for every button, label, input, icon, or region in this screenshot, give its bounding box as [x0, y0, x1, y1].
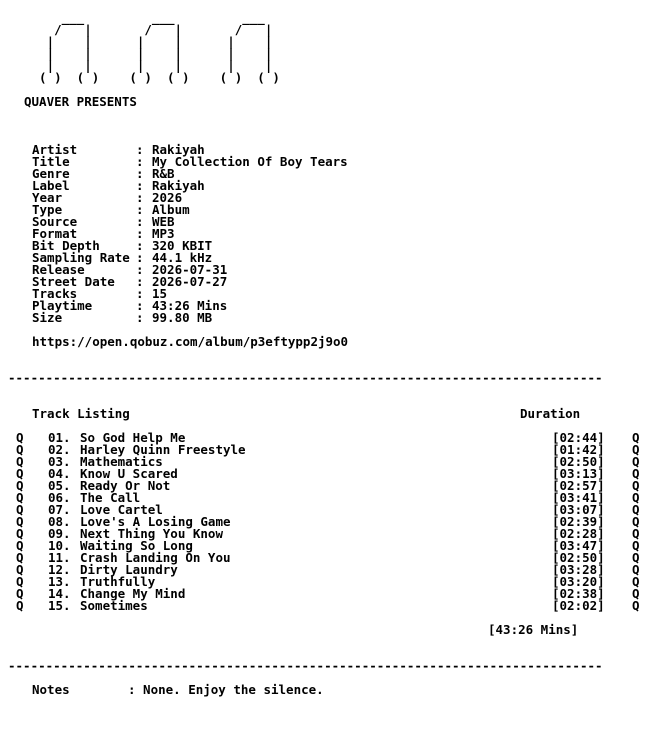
track-marker-left: Q — [16, 526, 24, 541]
info-separator: : — [136, 142, 144, 157]
info-key: Size — [32, 310, 63, 325]
track-marker-right: Q — [632, 442, 640, 457]
ascii-art-line: ___ ___ ___ — [24, 10, 265, 25]
info-separator: : — [136, 226, 144, 241]
info-separator: : — [136, 298, 144, 313]
info-key: Format — [32, 226, 78, 241]
info-value: 2026-07-27 — [152, 274, 228, 289]
track-marker-right: Q — [632, 586, 640, 601]
info-key: Year — [32, 190, 63, 205]
track-number: 01. — [48, 430, 71, 445]
total-duration: [43:26 Mins] — [488, 622, 579, 637]
track-title: Next Thing You Know — [80, 526, 223, 541]
ascii-art-line: / | / | / | — [24, 22, 273, 37]
track-number: 02. — [48, 442, 71, 457]
track-title: The Call — [80, 490, 141, 505]
track-marker-left: Q — [16, 514, 24, 529]
track-number: 15. — [48, 598, 71, 613]
info-value: 99.80 MB — [152, 310, 213, 325]
track-marker-right: Q — [632, 490, 640, 505]
info-value: My Collection Of Boy Tears — [152, 154, 348, 169]
info-separator: : — [136, 190, 144, 205]
track-marker-left: Q — [16, 430, 24, 445]
track-duration: [02:38] — [552, 586, 605, 601]
track-marker-right: Q — [632, 538, 640, 553]
track-marker-left: Q — [16, 538, 24, 553]
track-duration: [03:41] — [552, 490, 605, 505]
track-marker-left: Q — [16, 490, 24, 505]
ascii-art-line: | | | | | | — [24, 58, 273, 73]
info-separator: : — [136, 202, 144, 217]
track-title: Dirty Laundry — [80, 562, 178, 577]
track-duration: [03:13] — [552, 466, 605, 481]
track-marker-right: Q — [632, 574, 640, 589]
info-separator: : — [136, 214, 144, 229]
track-title: Change My Mind — [80, 586, 186, 601]
info-key: Label — [32, 178, 70, 193]
track-duration: [03:20] — [552, 574, 605, 589]
track-marker-right: Q — [632, 562, 640, 577]
track-marker-right: Q — [632, 454, 640, 469]
info-key: Title — [32, 154, 70, 169]
track-marker-left: Q — [16, 454, 24, 469]
track-number: 09. — [48, 526, 71, 541]
track-marker-left: Q — [16, 562, 24, 577]
track-number: 10. — [48, 538, 71, 553]
track-title: Truthfully — [80, 574, 156, 589]
info-separator: : — [136, 166, 144, 181]
track-number: 04. — [48, 466, 71, 481]
track-marker-right: Q — [632, 526, 640, 541]
info-value: 2026-07-31 — [152, 262, 228, 277]
track-number: 11. — [48, 550, 71, 565]
track-number: 07. — [48, 502, 71, 517]
album-url: https://open.qobuz.com/album/p3eftypp2j9o0 — [32, 334, 349, 349]
info-key: Sampling Rate — [32, 250, 130, 265]
info-key: Release — [32, 262, 85, 277]
info-value: Rakiyah — [152, 142, 205, 157]
info-key: Artist — [32, 142, 78, 157]
info-key: Street Date — [32, 274, 115, 289]
info-key: Type — [32, 202, 63, 217]
track-title: Crash Landing On You — [80, 550, 231, 565]
track-marker-left: Q — [16, 550, 24, 565]
divider-top: ------------------------------------------------------------------------------- — [8, 370, 603, 385]
info-value: Album — [152, 202, 190, 217]
track-marker-left: Q — [16, 598, 24, 613]
track-number: 13. — [48, 574, 71, 589]
track-duration: [02:28] — [552, 526, 605, 541]
ascii-art-line: ( ) ( ) ( ) ( ) ( ) ( ) — [24, 70, 280, 85]
track-duration: [01:42] — [552, 442, 605, 457]
info-key: Tracks — [32, 286, 78, 301]
track-number: 06. — [48, 490, 71, 505]
info-value: 43:26 Mins — [152, 298, 228, 313]
info-key: Genre — [32, 166, 70, 181]
track-duration: [03:07] — [552, 502, 605, 517]
track-title: Love's A Losing Game — [80, 514, 231, 529]
track-title: Mathematics — [80, 454, 163, 469]
track-marker-left: Q — [16, 478, 24, 493]
info-value: 2026 — [152, 190, 183, 205]
info-key: Source — [32, 214, 78, 229]
ascii-art-line: | | | | | | — [24, 46, 273, 61]
track-title: So God Help Me — [80, 430, 186, 445]
track-duration: [02:50] — [552, 550, 605, 565]
track-marker-right: Q — [632, 430, 640, 445]
info-value: Rakiyah — [152, 178, 205, 193]
track-marker-left: Q — [16, 442, 24, 457]
info-value: 320 KBIT — [152, 238, 213, 253]
track-marker-left: Q — [16, 586, 24, 601]
track-title: Love Cartel — [80, 502, 163, 517]
track-duration: [02:02] — [552, 598, 605, 613]
track-duration: [02:57] — [552, 478, 605, 493]
track-number: 12. — [48, 562, 71, 577]
info-separator: : — [136, 262, 144, 277]
track-duration: [02:39] — [552, 514, 605, 529]
track-marker-right: Q — [632, 550, 640, 565]
info-key: Playtime — [32, 298, 93, 313]
track-duration: [03:47] — [552, 538, 605, 553]
track-title: Know U Scared — [80, 466, 178, 481]
info-separator: : — [136, 238, 144, 253]
info-separator: : — [136, 250, 144, 265]
divider-bottom: ------------------------------------------------------------------------------- — [8, 658, 603, 673]
track-marker-right: Q — [632, 598, 640, 613]
track-number: 08. — [48, 514, 71, 529]
track-duration: [02:44] — [552, 430, 605, 445]
presents-heading: QUAVER PRESENTS — [24, 94, 137, 109]
track-duration: [02:50] — [552, 454, 605, 469]
duration-heading: Duration — [520, 406, 581, 421]
track-marker-left: Q — [16, 574, 24, 589]
info-key: Bit Depth — [32, 238, 100, 253]
track-title: Ready Or Not — [80, 478, 171, 493]
track-number: 05. — [48, 478, 71, 493]
track-number: 03. — [48, 454, 71, 469]
track-marker-left: Q — [16, 466, 24, 481]
ascii-art-line: | | | | | | — [24, 34, 273, 49]
track-marker-right: Q — [632, 478, 640, 493]
track-title: Waiting So Long — [80, 538, 193, 553]
info-separator: : — [136, 154, 144, 169]
info-value: MP3 — [152, 226, 175, 241]
info-separator: : — [136, 274, 144, 289]
info-separator: : — [136, 310, 144, 325]
notes-value: : None. Enjoy the silence. — [128, 682, 324, 697]
track-listing-heading: Track Listing — [32, 406, 130, 421]
info-value: WEB — [152, 214, 175, 229]
info-separator: : — [136, 286, 144, 301]
track-marker-right: Q — [632, 466, 640, 481]
track-title: Sometimes — [80, 598, 148, 613]
info-value: 15 — [152, 286, 168, 301]
notes-label: Notes — [32, 682, 70, 697]
track-marker-right: Q — [632, 514, 640, 529]
info-value: R&B — [152, 166, 175, 181]
track-title: Harley Quinn Freestyle — [80, 442, 246, 457]
track-marker-left: Q — [16, 502, 24, 517]
track-marker-right: Q — [632, 502, 640, 517]
info-separator: : — [136, 178, 144, 193]
track-number: 14. — [48, 586, 71, 601]
info-value: 44.1 kHz — [152, 250, 213, 265]
track-duration: [03:28] — [552, 562, 605, 577]
